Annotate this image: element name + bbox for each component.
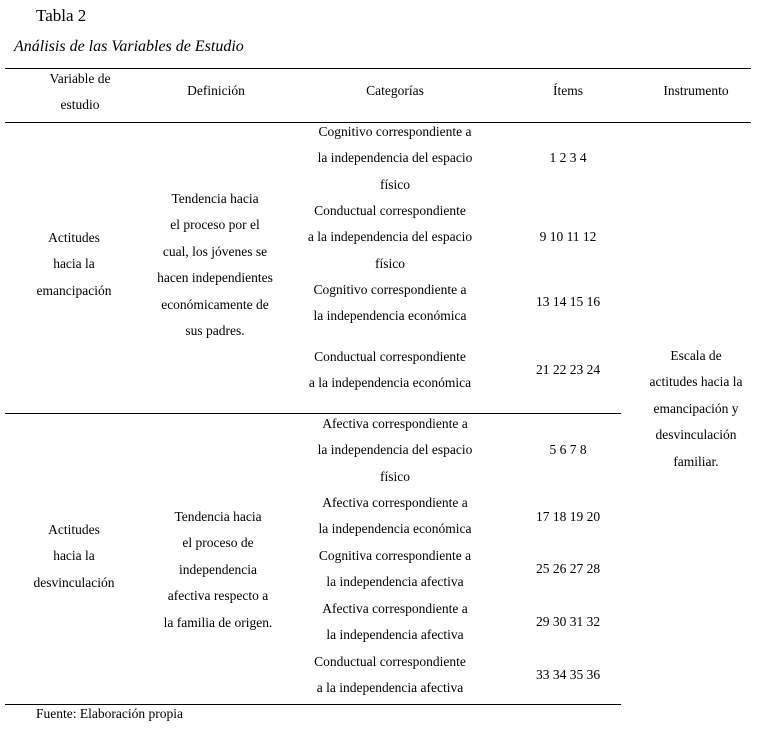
bottom-rule: [5, 704, 621, 705]
category-cell: Afectiva correspondiente a la independencia económica: [318, 495, 472, 537]
source-note: Fuente: Elaboración propia: [36, 706, 183, 721]
definition-emancipacion: Tendencia hacia el proceso por el cual, los jóvenes se hacen independientes económicamente de sus padres.: [157, 191, 273, 339]
items-cell: 1 2 3 4: [549, 150, 587, 165]
table-title: Análisis de las Variables de Estudio: [14, 38, 244, 55]
items-cell: 13 14 15 16: [535, 294, 601, 309]
category-cell: Afectiva correspondiente a la independencia afectiva: [322, 601, 468, 643]
items-cell: 21 22 23 24: [535, 362, 601, 377]
definition-desvinculacion: Tendencia hacia el proceso de independencia afectiva respecto a la familia de origen.: [163, 509, 273, 630]
category-cell: Conductual correspondiente a la independencia afectiva: [314, 654, 466, 696]
items-cell: 29 30 31 32: [535, 614, 601, 629]
category-cell: Cognitiva correspondiente a la independencia afectiva: [318, 548, 472, 590]
header-items: Ítems: [553, 83, 583, 98]
category-cell: Conductual correspondiente a la independencia del espacio físico: [307, 203, 473, 271]
category-cell: Cognitivo correspondiente a la independencia del espacio físico: [317, 124, 473, 192]
instrument-cell: Escala de actitudes hacia la emancipación y desvinculación familiar.: [649, 348, 743, 469]
header-categorias: Categorías: [366, 83, 424, 98]
items-cell: 5 6 7 8: [549, 442, 587, 457]
header-definicion: Definición: [187, 83, 245, 98]
items-cell: 33 34 35 36: [535, 667, 601, 682]
items-cell: 25 26 27 28: [535, 561, 601, 576]
header-instrumento: Instrumento: [663, 83, 729, 98]
table-caption: Tabla 2: [36, 6, 87, 25]
variable-emancipacion: Actitudes hacia la emancipación: [36, 230, 112, 298]
category-cell: Conductual correspondiente a la independencia económica: [308, 349, 472, 391]
category-cell: Afectiva correspondiente a la independencia del espacio físico: [317, 416, 473, 484]
category-cell: Cognitivo correspondiente a la independencia económica: [313, 282, 467, 324]
items-cell: 17 18 19 20: [535, 509, 601, 524]
header-variable: Variable de estudio: [49, 71, 111, 112]
variable-desvinculacion: Actitudes hacia la desvinculación: [33, 522, 115, 590]
items-cell: 9 10 11 12: [539, 229, 597, 244]
